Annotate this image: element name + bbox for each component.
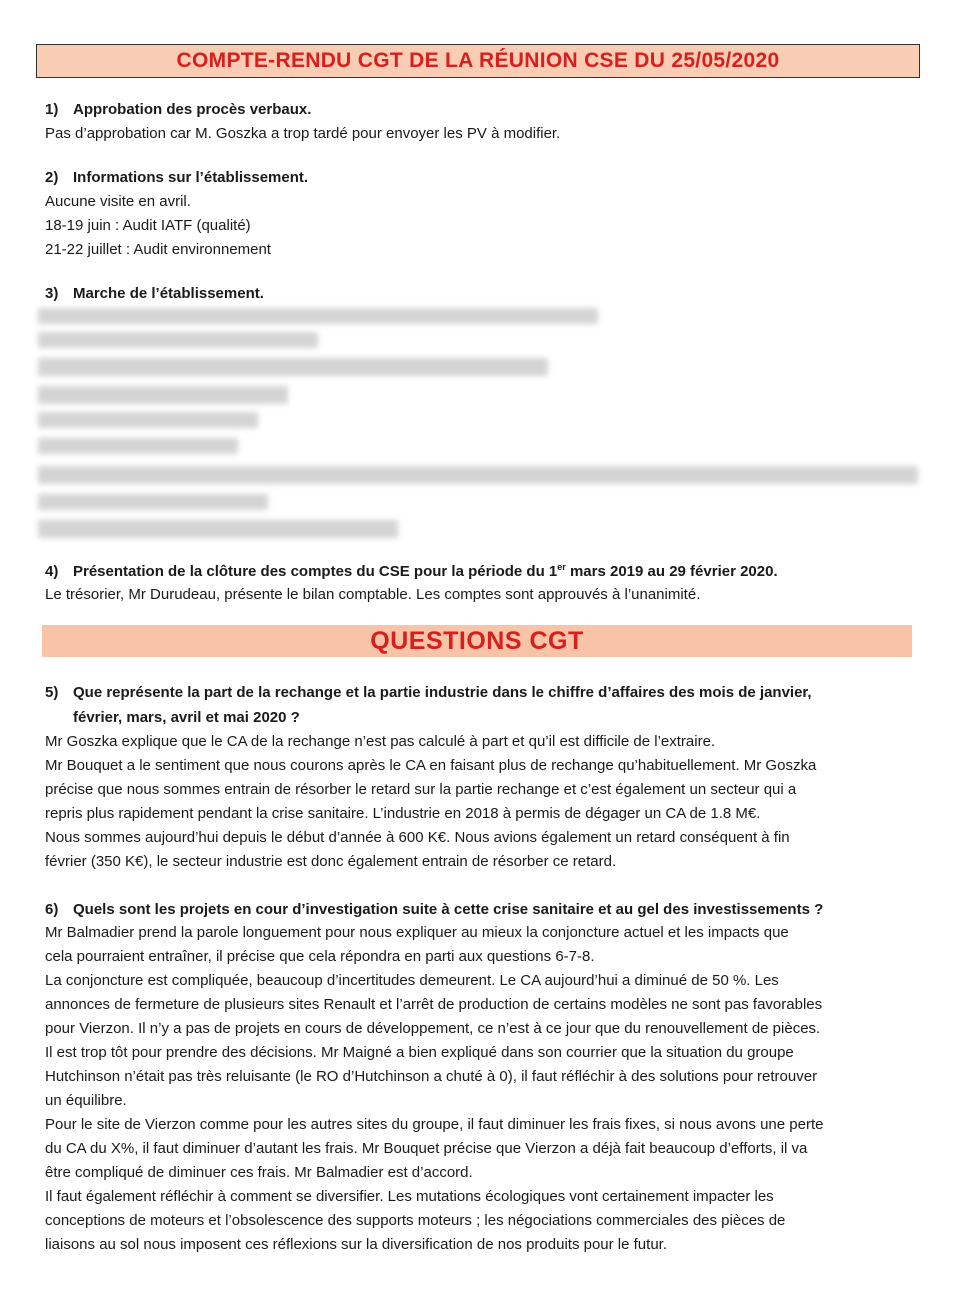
question-text: février (350 K€), le secteur industrie est donc également entrain de résorber ce retard. — [45, 853, 617, 870]
question-text: un équilibre. — [45, 1092, 127, 1109]
question-title: Que représente la part de la rechange et la partie industrie dans le chiffre d’affaires des mois de janvier, — [73, 684, 812, 701]
question-text: être compliqué de diminuer ces frais. Mr Balmadier est d’accord. — [45, 1164, 473, 1181]
questions-banner: QUESTIONS CGT — [42, 625, 912, 657]
section-number: 1) — [45, 101, 59, 118]
question-title-continued: février, mars, avril et mai 2020 ? — [73, 709, 300, 726]
question-text: Mr Bouquet a le sentiment que nous courons après le CA en faisant plus de rechange qu’habituellement. Mr Goszka — [45, 757, 817, 774]
question-text: pour Vierzon. Il n’y a pas de projets en cours de développement, ce n’est à ce jour que du renouvellement de pièces. — [45, 1020, 821, 1037]
section-text: Pas d’approbation car M. Goszka a trop tardé pour envoyer les PV à modifier. — [45, 125, 561, 142]
question-text: précise que nous sommes entrain de résorber le retard sur la partie rechange et c’est également un secteur qui a — [45, 781, 797, 798]
document-title: COMPTE-RENDU CGT DE LA RÉUNION CSE DU 25/05/2020 — [36, 44, 920, 78]
question-text: cela pourraient entraîner, il précise que cela répondra en parti aux questions 6-7-8. — [45, 948, 595, 965]
section-heading-2 — [45, 169, 308, 186]
question-text: annonces de fermeture de plusieurs sites Renault et l’arrêt de production de certains modèles ne sont pas favorables — [45, 996, 823, 1013]
section-title: Marche de l’établissement. — [73, 285, 264, 302]
question-text: La conjoncture est compliquée, beaucoup d’incertitudes demeurent. Le CA aujourd’hui a diminué de 50 %. Les — [45, 972, 779, 989]
question-text: liaisons au sol nous imposent ces réflexions sur la diversification de nos produits pour le futur. — [45, 1236, 667, 1253]
section-text: 18-19 juin : Audit IATF (qualité) — [45, 217, 251, 234]
section-heading-4 — [45, 562, 778, 580]
question-text: Pour le site de Vierzon comme pour les autres sites du groupe, il faut diminuer les frais fixes, si nous avons une perte — [45, 1116, 824, 1133]
question-text: repris plus rapidement pendant la crise sanitaire. L’industrie en 2018 à permis de dégager un CA de 1.8 M€. — [45, 805, 761, 822]
question-text: Mr Goszka explique que le CA de la rechange n’est pas calculé à part et qu’il est difficile de l’extraire. — [45, 733, 716, 750]
section-heading-1 — [45, 101, 311, 118]
section-title-pre: Présentation de la clôture des comptes du CSE pour la période du 1 — [73, 563, 558, 580]
section-number: 4) — [45, 563, 59, 580]
section-number: 2) — [45, 169, 59, 186]
question-text: Hutchinson n’était pas très reluisante (le RO d’Hutchinson a chuté à 0), il faut réfléchir à des solutions pour retrouver — [45, 1068, 818, 1085]
question-heading-6 — [45, 901, 823, 918]
question-text: Nous sommes aujourd’hui depuis le début d’année à 600 K€. Nous avions également un retard conséquent à fin — [45, 829, 790, 846]
section-title-post: mars 2019 au 29 février 2020. — [565, 563, 778, 580]
question-text: Il faut également réfléchir à comment se diversifier. Les mutations écologiques vont certainement impacter les — [45, 1188, 774, 1205]
question-number: 6) — [45, 901, 59, 918]
question-title: Quels sont les projets en cour d’investigation suite à cette crise sanitaire et au gel des investissements ? — [73, 901, 824, 918]
section-text: Le trésorier, Mr Durudeau, présente le bilan comptable. Les comptes sont approuvés à l’unanimité. — [45, 586, 701, 603]
question-text: Il est trop tôt pour prendre des décisions. Mr Maigné a bien expliqué dans son courrier que la situation du groupe — [45, 1044, 794, 1061]
section-text: Aucune visite en avril. — [45, 193, 191, 210]
question-text: conceptions de moteurs et l’obsolescence des supports moteurs ; les négociations commerciales des pièces de — [45, 1212, 786, 1229]
question-text: du CA du X%, il faut diminuer d’autant les frais. Mr Bouquet précise que Vierzon a déjà fait beaucoup d’efforts, il va — [45, 1140, 808, 1157]
ordinal-superscript: er — [557, 562, 566, 572]
section-title: Informations sur l’établissement. — [73, 169, 309, 186]
section-number: 3) — [45, 285, 59, 302]
question-heading-5 — [45, 684, 812, 701]
question-number: 5) — [45, 684, 59, 701]
section-heading-3 — [45, 285, 264, 302]
section-text: 21-22 juillet : Audit environnement — [45, 241, 271, 258]
section-title: Approbation des procès verbaux. — [73, 101, 312, 118]
question-text: Mr Balmadier prend la parole longuement pour nous expliquer au mieux la conjoncture actuel et les impacts que — [45, 924, 789, 941]
